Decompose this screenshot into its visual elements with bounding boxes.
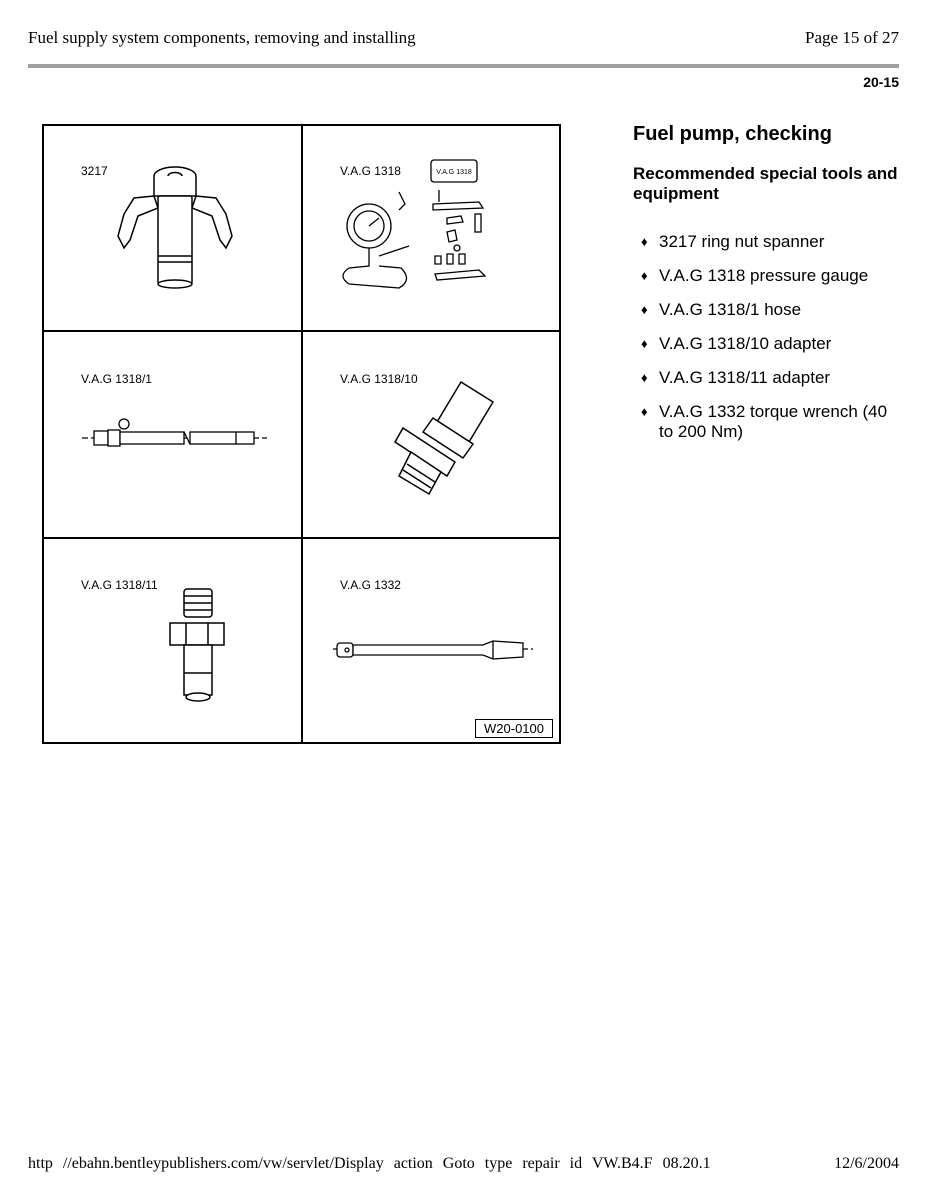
- list-item: [633, 232, 903, 252]
- diamond-bullet-icon: ♦: [641, 370, 648, 385]
- torque-wrench-drawing: [333, 631, 533, 671]
- section-code: 20-15: [863, 74, 899, 90]
- section-subheading: Recommended special tools and equipment: [633, 164, 898, 203]
- figure-cell-vag-1318-10: [303, 332, 561, 539]
- tool-label: V.A.G 1318: [340, 164, 401, 178]
- list-item-text: V.A.G 1332 torque wrench (40 to 200 Nm): [659, 402, 888, 441]
- special-tools-figure: [42, 124, 561, 744]
- ring-nut-spanner-drawing: [104, 156, 244, 291]
- list-item: [633, 368, 903, 388]
- hose-drawing: [82, 412, 267, 457]
- list-item-text: 3217 ring nut spanner: [659, 232, 825, 251]
- footer-url: http //ebahn.bentleypublishers.com/vw/servlet/Display action Goto type repair id VW.B4.F 08.20.1: [28, 1155, 711, 1172]
- figure-cell-vag-1332: [303, 539, 561, 744]
- tool-label: V.A.G 1332: [340, 578, 401, 592]
- gauge-box-text: V.A.G 1318: [436, 169, 472, 176]
- list-item: [633, 266, 903, 286]
- list-item-text: V.A.G 1318/11 adapter: [659, 368, 831, 387]
- list-item-text: V.A.G 1318 pressure gauge: [659, 266, 869, 285]
- list-item: [633, 334, 903, 354]
- tool-label: V.A.G 1318/1: [81, 372, 152, 386]
- list-item-text: V.A.G 1318/1 hose: [659, 300, 802, 319]
- adapter-10-drawing: [373, 372, 503, 502]
- header-divider: [28, 64, 899, 68]
- tool-label: 3217: [81, 164, 108, 178]
- tool-label: V.A.G 1318/10: [340, 372, 418, 386]
- figure-cell-vag-1318-1: [44, 332, 303, 539]
- figure-cell-3217: [44, 126, 303, 332]
- section-heading: Fuel pump, checking: [633, 123, 832, 145]
- diamond-bullet-icon: ♦: [641, 234, 648, 249]
- diamond-bullet-icon: ♦: [641, 404, 648, 419]
- content-column: [633, 123, 903, 456]
- figure-cell-vag-1318-11: [44, 539, 303, 744]
- footer-date: 12/6/2004: [834, 1155, 899, 1172]
- tool-label: V.A.G 1318/11: [81, 578, 158, 592]
- pressure-gauge-kit-drawing: [339, 156, 529, 306]
- diamond-bullet-icon: ♦: [641, 336, 648, 351]
- document-title: Fuel supply system components, removing and installing: [28, 28, 416, 47]
- page-number: Page 15 of 27: [805, 28, 899, 47]
- list-item: [633, 402, 903, 442]
- figure-cell-vag-1318: [303, 126, 561, 332]
- diamond-bullet-icon: ♦: [641, 268, 648, 283]
- diamond-bullet-icon: ♦: [641, 302, 648, 317]
- tools-list: [633, 232, 903, 442]
- adapter-11-drawing: [162, 585, 232, 710]
- list-item: [633, 300, 903, 320]
- figure-code: W20-0100: [475, 719, 553, 738]
- list-item-text: V.A.G 1318/10 adapter: [659, 334, 832, 353]
